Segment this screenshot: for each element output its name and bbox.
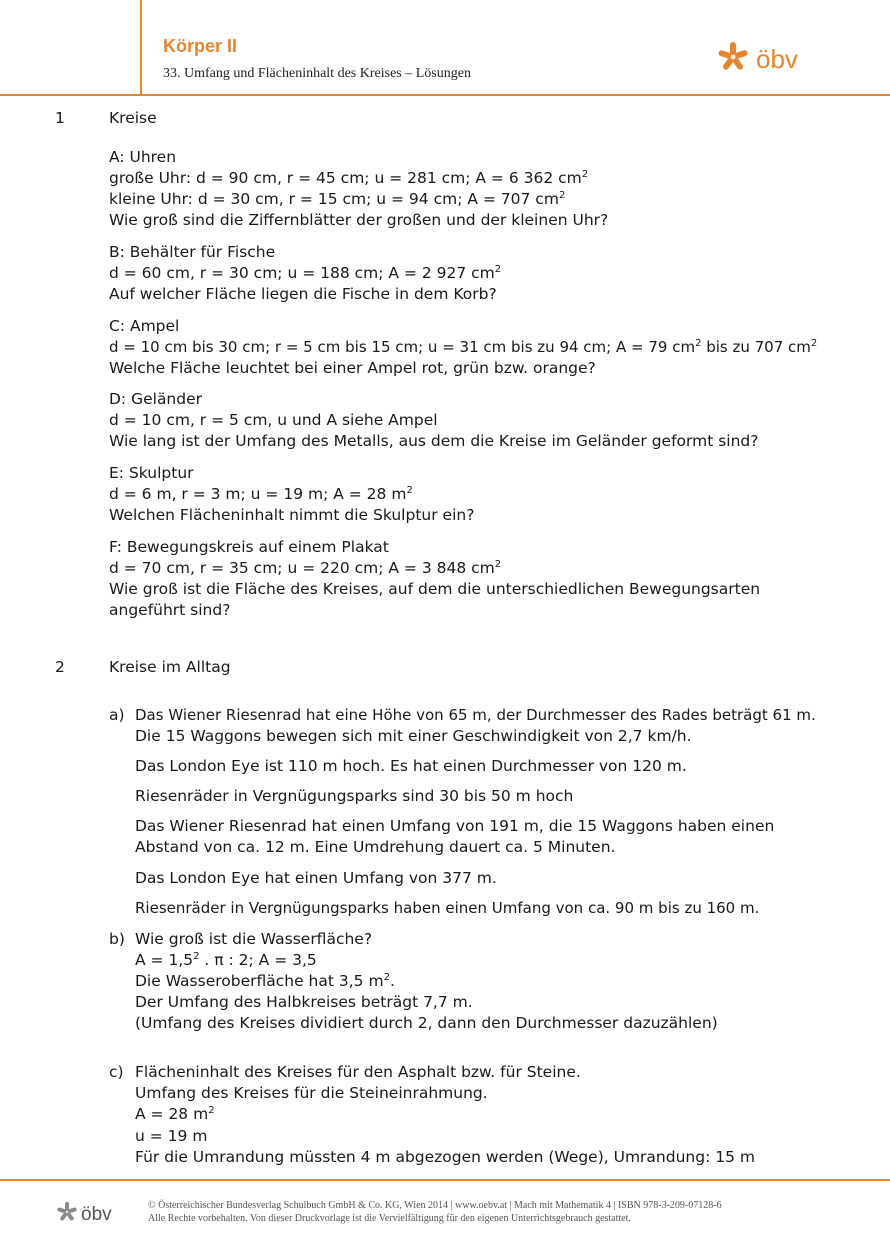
task1-A-head: A: Uhren <box>109 148 177 166</box>
task2-c-line1: Flächeninhalt des Kreises für den Asphalt bzw. für Steine. <box>135 1063 581 1081</box>
task2-c-line3: A = 28 $m^2$ <box>135 1105 215 1123</box>
footer-line1: © Österreichischer Bundesverlag Schulbuch GmbH & Co. KG, Wien 2014 | www.oebv.at | Mach mit Mathematik 4 | ISBN 978-3-209-07128-6 <box>148 1200 722 1211</box>
page-subtitle: 33. Umfang und Flächeninhalt des Kreises – Lösungen <box>163 66 471 81</box>
star-icon <box>718 42 748 71</box>
task1-B-line1: d = 60 cm, r = 30 cm; u = 188 cm; A = 2 927 $cm^2$ <box>109 264 502 282</box>
task1-D-question: Wie lang ist der Umfang des Metalls, aus dem die Kreise im Geländer geformt sind? <box>109 432 759 450</box>
task2-title: Kreise im Alltag <box>109 658 231 676</box>
task1-A-line2: kleine Uhr: d = 30 cm, r = 15 cm; u = 94 cm; A = 707 $cm^2$ <box>109 190 566 208</box>
footer-star-icon <box>57 1202 77 1221</box>
page-title: Körper II <box>163 36 238 56</box>
task1-number: 1 <box>55 109 65 127</box>
task1-E-head: E: Skulptur <box>109 464 194 482</box>
task2-b-line5: (Umfang des Kreises dividiert durch 2, dann den Durchmesser dazuzählen) <box>135 1014 718 1032</box>
task2-b-line2: $A = 1,5^2$ . π : 2; A = 3,5 <box>135 951 317 969</box>
footer-oebv-logo <box>56 1200 124 1224</box>
header-vertical-rule <box>140 0 142 95</box>
task2-a-line8: Riesenräder in Vergnügungsparks haben einen Umfang von ca. 90 m bis zu 160 m. <box>135 899 760 917</box>
task2-c-line5: Für die Umrandung müssten 4 m abgezogen werden (Wege), Umrandung: 15 m <box>135 1148 755 1166</box>
task1-A-question: Wie groß sind die Ziffernblätter der großen und der kleinen Uhr? <box>109 211 609 229</box>
task2-c-line4: u = 19 m <box>135 1127 208 1145</box>
task1-B-question: Auf welcher Fläche liegen die Fische in dem Korb? <box>109 285 497 303</box>
task2-b-line4: Der Umfang des Halbkreises beträgt 7,7 m. <box>135 993 473 1011</box>
task2-c-label: c) <box>109 1063 124 1081</box>
task2-a-line5: Das Wiener Riesenrad hat einen Umfang von 191 m, die 15 Waggons haben einen <box>135 817 775 835</box>
task1-F-question1: Wie groß ist die Fläche des Kreises, auf dem die unterschiedlichen Bewegungsarten <box>109 580 761 598</box>
task1-F-line1: d = 70 cm, r = 35 cm; u = 220 cm; A = 3 848 $cm^2$ <box>109 559 502 577</box>
task2-a-line6: Abstand von ca. 12 m. Eine Umdrehung dauert ca. 5 Minuten. <box>135 838 616 856</box>
task1-C-head: C: Ampel <box>109 317 180 335</box>
task1-C-line1: d = 10 cm bis 30 cm; r = 5 cm bis 15 cm; u = 31 cm bis zu 94 cm; A = 79 $cm^2$ bis zu 707 $cm^2$ <box>109 338 818 356</box>
task1-A-line1: große Uhr: d = 90 cm, r = 45 cm; u = 281 cm; A = 6 362 $cm^2$ <box>109 169 589 187</box>
oebv-logo <box>716 40 820 76</box>
footer-line2: Alle Rechte vorbehalten. Von dieser Druckvorlage ist die Vervielfältigung für den eigenen Unterrichtsgebrauch gestattet. <box>148 1213 631 1224</box>
footer-copyright <box>148 1199 722 1225</box>
task2-b-line3: Die Wasseroberfläche hat 3,5 $m^2$. <box>135 972 395 990</box>
header-rule <box>0 94 890 96</box>
task2-a-line3: Das London Eye ist 110 m hoch. Es hat einen Durchmesser von 120 m. <box>135 757 687 775</box>
task1-E-line1: d = 6 m, r = 3 m; u = 19 m; A = 28 $m^2$ <box>109 485 413 503</box>
task1-C-question: Welche Fläche leuchtet bei einer Ampel rot, grün bzw. orange? <box>109 359 596 377</box>
task2-a-line7: Das London Eye hat einen Umfang von 377 m. <box>135 869 497 887</box>
task1-F-head: F: Bewegungskreis auf einem Plakat <box>109 538 389 556</box>
task1-D-head: D: Geländer <box>109 390 203 408</box>
task2-c-line2: Umfang des Kreises für die Steineinrahmung. <box>135 1084 488 1102</box>
task2-number: 2 <box>55 658 65 676</box>
task2-a-line4: Riesenräder in Vergnügungsparks sind 30 bis 50 m hoch <box>135 787 574 805</box>
task1-E-question: Welchen Flächeninhalt nimmt die Skulptur ein? <box>109 506 475 524</box>
task1-B-head: B: Behälter für Fische <box>109 243 276 261</box>
footer-logo-text: öbv <box>81 1204 112 1224</box>
task1-D-line1: d = 10 cm, r = 5 cm, u und A siehe Ampel <box>109 411 438 429</box>
task2-a-label: a) <box>109 706 125 724</box>
task2-b-line1: Wie groß ist die Wasserfläche? <box>135 930 373 948</box>
task1-F-question2: angeführt sind? <box>109 601 231 619</box>
footer-rule <box>0 1179 890 1181</box>
task2-a-line2: Die 15 Waggons bewegen sich mit einer Geschwindigkeit von 2,7 km/h. <box>135 727 692 745</box>
task1-title: Kreise <box>109 109 157 127</box>
task2-a-line1: Das Wiener Riesenrad hat eine Höhe von 65 m, der Durchmesser des Rades beträgt 61 m. <box>135 706 816 724</box>
task2-b-label: b) <box>109 930 125 948</box>
logo-text: öbv <box>756 44 798 74</box>
